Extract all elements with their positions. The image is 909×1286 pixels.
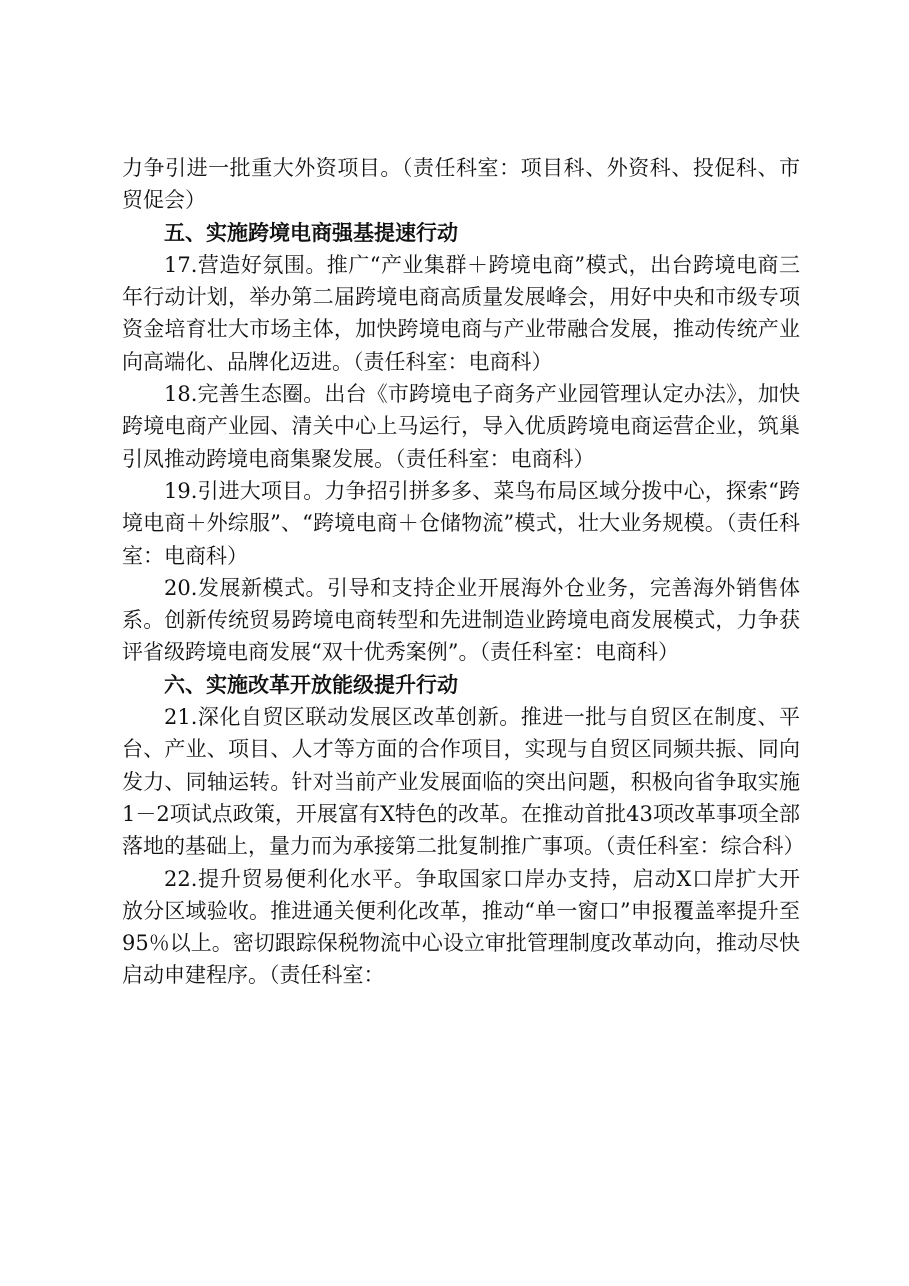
paragraph-22: 22.提升贸易便利化水平。争取国家口岸办支持，启动X口岸扩大开放分区域验收。推进通关便利化改革，推动“单一窗口”申报覆盖率提升至95％以上。密切跟踪保税物流中心设立审批管理制度改革动向，推动尽快启动申建程序。（责任科室： [122, 866, 800, 988]
document-page [122, 152, 805, 992]
paragraph-continued: 力争引进一批重大外资项目。（责任科室：项目科、外资科、投促科、市贸促会） [122, 156, 800, 213]
section-heading-5: 五、实施跨境电商强基提速行动 [164, 220, 458, 245]
paragraph-20: 20.发展新模式。引导和支持企业开展海外仓业务，完善海外销售体系。创新传统贸易跨境电商转型和先进制造业跨境电商发展模式，力争获评省级跨境电商发展“双十优秀案例”。（责任科室：电商科） [122, 575, 800, 665]
section-heading-6: 六、实施改革开放能级提升行动 [164, 672, 458, 697]
paragraph-21: 21.深化自贸区联动发展区改革创新。推进一批与自贸区在制度、平台、产业、项目、人才等方面的合作项目，实现与自贸区同频共振、同向发力、同轴运转。针对当前产业发展面临的突出问题，积极向省争取实施1－2项试点政策，开展富有X特色的改革。在推动首批43项改革事项全部落地的基础上，量力而为承接第二批复制推广事项。（责任科室：综合科） [122, 705, 805, 859]
paragraph-17: 17.营造好氛围。推广“产业集群＋跨境电商”模式，出台跨境电商三年行动计划，举办第二届跨境电商高质量发展峰会，用好中央和市级专项资金培育壮大市场主体，加快跨境电商与产业带融合发展，推动传统产业向高端化、品牌化迈进。（责任科室：电商科） [122, 252, 800, 374]
paragraph-19: 19.引进大项目。力争招引拼多多、菜鸟布局区域分拨中心，探索“跨境电商＋外综服”、“跨境电商＋仓储物流”模式，壮大业务规模。（责任科室：电商科） [122, 478, 800, 568]
paragraph-18: 18.完善生态圈。出台《市跨境电子商务产业园管理认定办法》，加快跨境电商产业园、清关中心上马运行，导入优质跨境电商运营企业，筑巢引凤推动跨境电商集聚发展。（责任科室：电商科） [122, 382, 800, 471]
